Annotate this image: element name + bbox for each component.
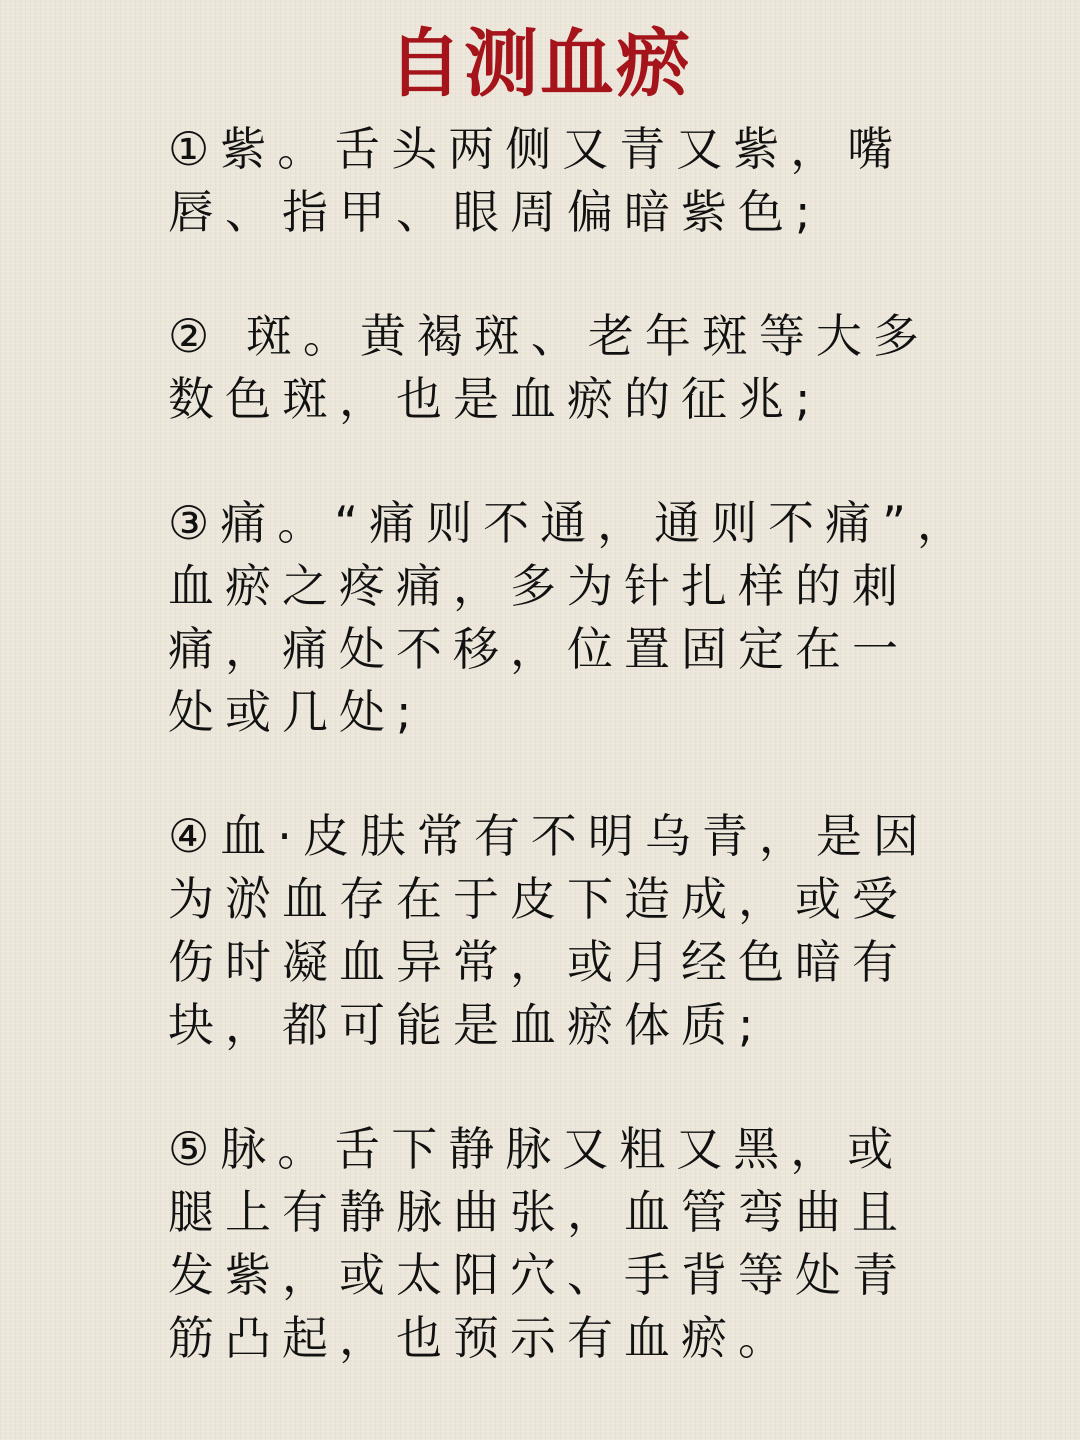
item-line: 块，都可能是血瘀体质;: [168, 998, 765, 1052]
item-line: ② 斑。黄褐斑、老年斑等大多: [168, 309, 930, 363]
item-purple: [168, 118, 928, 244]
item-line: 腿上有静脉曲张，血管弯曲且: [168, 1185, 909, 1239]
item-line: 唇、指甲、眼周偏暗紫色;: [168, 185, 822, 239]
item-line: 痛，痛处不移，位置固定在一: [168, 622, 909, 676]
item-pain: [168, 492, 974, 744]
item-line: 处或几处;: [168, 685, 423, 739]
item-line: ⑤脉。舌下静脉又粗又黑，或: [168, 1122, 905, 1176]
item-line: 筋凸起，也预示有血瘀。: [168, 1311, 795, 1365]
item-line: 血瘀之疼痛，多为针扎样的刺: [168, 559, 909, 613]
item-spots: [168, 305, 928, 431]
item-line: ③痛。“痛则不通，通则不痛”，: [168, 496, 974, 550]
item-line: 数色斑，也是血瘀的征兆;: [168, 372, 822, 426]
item-line: ①紫。舌头两侧又青又紫，嘴: [168, 122, 905, 176]
item-line: ④血·皮肤常有不明乌青，是因: [168, 809, 930, 863]
item-line: 伤时凝血异常，或月经色暗有: [168, 935, 909, 989]
page-title: 自测血瘀: [388, 21, 692, 107]
article-body: [168, 118, 974, 1431]
item-veins: [168, 1118, 928, 1370]
item-line: 为淤血存在于皮下造成，或受: [168, 872, 909, 926]
item-blood: [168, 805, 928, 1057]
item-line: 发紫，或太阳穴、手背等处青: [168, 1248, 909, 1302]
